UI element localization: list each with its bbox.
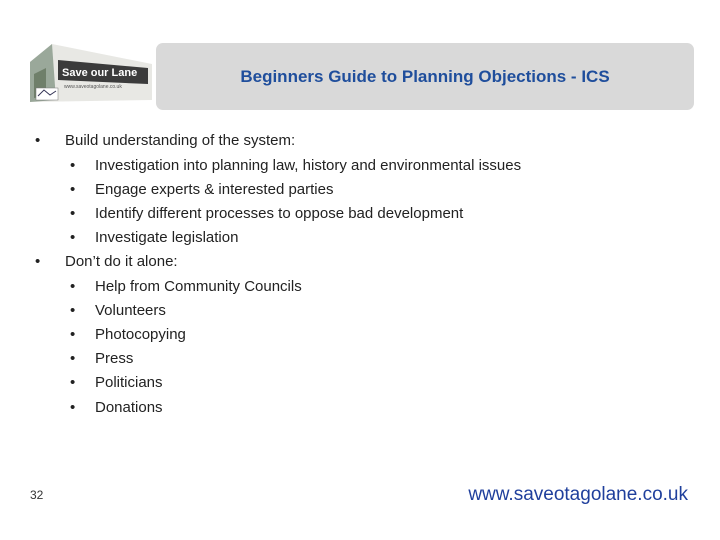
bullet-marker: • [35, 132, 41, 149]
svg-text:www.saveotagolane.co.uk: www.saveotagolane.co.uk [64, 84, 122, 90]
sub-bullet-text: Identify different processes to oppose bad development [95, 205, 464, 222]
bullet-marker: • [70, 374, 76, 391]
bullet-marker: • [70, 399, 76, 416]
bullet-marker: • [70, 302, 76, 319]
website-link[interactable]: www.saveotagolane.co.uk [468, 484, 688, 505]
sub-bullet-text: Donations [95, 399, 163, 416]
bullet-marker: • [70, 181, 76, 198]
bullet-marker: • [70, 278, 76, 295]
bullet-marker: • [70, 157, 76, 174]
svg-text:Save our Lane: Save our Lane [62, 67, 138, 79]
bullet-marker: • [70, 205, 76, 222]
sub-bullet-text: Press [95, 350, 134, 367]
slide-title: Beginners Guide to Planning Objections - ICS [240, 67, 610, 86]
sub-bullet-text: Help from Community Councils [95, 278, 302, 295]
bullet-text: Don’t do it alone: [65, 253, 178, 270]
slide-number: 32 [30, 488, 44, 502]
sub-bullet-text: Volunteers [95, 302, 166, 319]
bullet-marker: • [70, 350, 76, 367]
sub-bullet-text: Investigation into planning law, history and environmental issues [95, 157, 522, 174]
bullet-marker: • [70, 229, 76, 246]
sub-bullet-text: Photocopying [95, 326, 186, 343]
bullet-marker: • [70, 326, 76, 343]
bullet-text: Build understanding of the system: [65, 132, 296, 149]
bullet-marker: • [35, 253, 41, 270]
sub-bullet-text: Engage experts & interested parties [95, 181, 334, 198]
sub-bullet-text: Investigate legislation [95, 229, 239, 246]
sub-bullet-text: Politicians [95, 374, 163, 391]
